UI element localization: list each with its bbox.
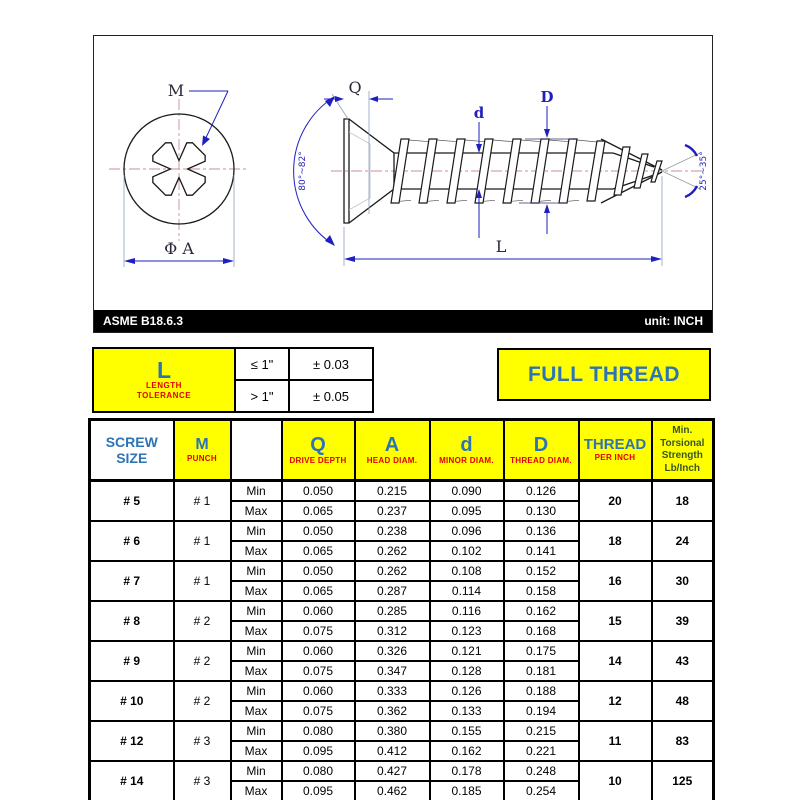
cell-q-min: 0.050	[282, 481, 355, 502]
screw-drawing	[94, 36, 709, 309]
cell-a-max: 0.312	[355, 621, 430, 641]
centerlines	[109, 99, 703, 241]
cell-D-min: 0.215	[504, 721, 579, 741]
cell-q-min: 0.080	[282, 721, 355, 741]
cell-D-min: 0.152	[504, 561, 579, 581]
cell-minmax: Min	[231, 761, 282, 781]
cell-D-min: 0.162	[504, 601, 579, 621]
cell-minmax: Max	[231, 541, 282, 561]
cell-a-max: 0.362	[355, 701, 430, 721]
tolerance-title-line1: LENGTH	[146, 381, 182, 390]
cell-q-max: 0.075	[282, 701, 355, 721]
spec-table	[88, 418, 715, 800]
dim-arrow	[651, 256, 662, 262]
cell-screw-size: # 9	[90, 641, 174, 681]
cell-D-max: 0.254	[504, 781, 579, 800]
cell-q-min: 0.060	[282, 601, 355, 621]
cell-q-min: 0.080	[282, 761, 355, 781]
cell-screw-size: # 12	[90, 721, 174, 761]
head-angle-label: 80°~82°	[298, 151, 308, 191]
cell-d-min: 0.090	[430, 481, 504, 502]
cell-a-min: 0.326	[355, 641, 430, 661]
dim-arrow	[476, 144, 482, 153]
cell-a-max: 0.287	[355, 581, 430, 601]
cell-q-min: 0.050	[282, 521, 355, 541]
cell-a-max: 0.347	[355, 661, 430, 681]
table-row	[90, 561, 714, 581]
tolerance-condition: ≤ 1"	[235, 348, 289, 380]
cell-strength: 43	[652, 641, 714, 681]
cell-thread-per-inch: 15	[579, 601, 652, 641]
technical-drawing-panel	[93, 35, 713, 333]
cell-d-max: 0.128	[430, 661, 504, 681]
table-row	[90, 761, 714, 781]
cell-screw-size: # 7	[90, 561, 174, 601]
cell-screw-size: # 14	[90, 761, 174, 800]
cell-minmax: Max	[231, 501, 282, 521]
tolerance-condition: > 1"	[235, 380, 289, 412]
cell-punch: # 2	[174, 641, 231, 681]
cell-a-min: 0.427	[355, 761, 430, 781]
header-head-diam: A HEAD DIAM.	[355, 420, 430, 481]
header-row	[90, 420, 714, 481]
cell-q-min: 0.060	[282, 641, 355, 661]
dim-arrow	[124, 258, 135, 264]
cell-a-min: 0.262	[355, 561, 430, 581]
drive-depth-label: Q	[348, 78, 362, 97]
cell-punch: # 3	[174, 761, 231, 800]
tolerance-value: ± 0.03	[289, 348, 373, 380]
minor-diameter-label: d	[473, 104, 485, 122]
drawing-title-bar	[94, 310, 712, 332]
table-row	[90, 601, 714, 621]
header-minor-diam: d MINOR DIAM.	[430, 420, 504, 481]
tolerance-symbol: L	[156, 357, 172, 383]
cell-minmax: Min	[231, 721, 282, 741]
cell-strength: 48	[652, 681, 714, 721]
m-leader-arrow	[202, 136, 210, 147]
cell-q-min: 0.060	[282, 681, 355, 701]
cell-minmax: Max	[231, 741, 282, 761]
cell-d-max: 0.095	[430, 501, 504, 521]
head-diameter-label: Φ A	[164, 239, 194, 258]
cell-punch: # 1	[174, 561, 231, 601]
tip-angle-leg	[662, 153, 700, 171]
arc-arrow	[325, 96, 335, 107]
cell-strength: 24	[652, 521, 714, 561]
cell-D-max: 0.141	[504, 541, 579, 561]
m-leader-line	[204, 91, 228, 142]
cell-punch: # 1	[174, 481, 231, 522]
cell-d-min: 0.096	[430, 521, 504, 541]
cell-d-max: 0.114	[430, 581, 504, 601]
table-row	[90, 521, 714, 541]
punch-mark-label: M	[167, 81, 185, 100]
cell-a-min: 0.238	[355, 521, 430, 541]
cell-d-min: 0.121	[430, 641, 504, 661]
cell-strength: 30	[652, 561, 714, 601]
cell-D-min: 0.126	[504, 481, 579, 502]
dim-arrow	[544, 129, 550, 138]
cell-q-max: 0.065	[282, 581, 355, 601]
table-row	[90, 481, 714, 502]
cell-D-max: 0.158	[504, 581, 579, 601]
cell-D-min: 0.175	[504, 641, 579, 661]
cell-q-max: 0.065	[282, 501, 355, 521]
full-thread-banner: FULL THREAD	[497, 348, 711, 401]
header-torsional-strength: Min. Torsional Strength Lb/Inch	[652, 420, 714, 481]
cell-minmax: Min	[231, 481, 282, 502]
cell-screw-size: # 5	[90, 481, 174, 522]
cell-a-min: 0.215	[355, 481, 430, 502]
dim-arrow	[544, 204, 550, 213]
length-label: L	[495, 237, 507, 256]
cell-minmax: Max	[231, 781, 282, 800]
cell-a-min: 0.333	[355, 681, 430, 701]
cell-q-max: 0.095	[282, 741, 355, 761]
cell-d-min: 0.155	[430, 721, 504, 741]
table-row	[90, 641, 714, 661]
tip-angle-arc	[685, 186, 697, 197]
header-punch: M PUNCH	[174, 420, 231, 481]
header-minmax-empty	[231, 420, 282, 481]
cell-a-min: 0.285	[355, 601, 430, 621]
cell-a-max: 0.462	[355, 781, 430, 800]
cell-D-max: 0.221	[504, 741, 579, 761]
point-angle-label: 25°~35°	[699, 151, 709, 191]
cell-strength: 39	[652, 601, 714, 641]
cell-thread-per-inch: 12	[579, 681, 652, 721]
header-drive-depth: Q DRIVE DEPTH	[282, 420, 355, 481]
cell-d-max: 0.102	[430, 541, 504, 561]
cell-D-min: 0.248	[504, 761, 579, 781]
cell-q-min: 0.050	[282, 561, 355, 581]
tolerance-title-line2: TOLERANCE	[136, 391, 192, 400]
dim-arrow	[223, 258, 234, 264]
cell-D-min: 0.188	[504, 681, 579, 701]
cell-d-max: 0.123	[430, 621, 504, 641]
cell-q-max: 0.095	[282, 781, 355, 800]
cell-D-max: 0.130	[504, 501, 579, 521]
arc-arrow	[325, 235, 335, 246]
thread-diameter-label: D	[540, 88, 554, 106]
length-tolerance-box	[92, 347, 374, 413]
cell-minmax: Min	[231, 521, 282, 541]
tip-angle-arc	[685, 145, 697, 156]
cell-minmax: Min	[231, 641, 282, 661]
cell-thread-per-inch: 11	[579, 721, 652, 761]
unit-label: unit: INCH	[644, 314, 703, 328]
cell-d-max: 0.133	[430, 701, 504, 721]
cell-thread-per-inch: 16	[579, 561, 652, 601]
cell-thread-per-inch: 14	[579, 641, 652, 681]
cell-D-max: 0.168	[504, 621, 579, 641]
cell-minmax: Min	[231, 601, 282, 621]
cell-d-min: 0.178	[430, 761, 504, 781]
cell-minmax: Max	[231, 581, 282, 601]
dim-arrow	[344, 256, 355, 262]
cell-q-max: 0.075	[282, 661, 355, 681]
cell-d-min: 0.108	[430, 561, 504, 581]
table-row	[90, 681, 714, 701]
table-row	[90, 721, 714, 741]
cell-minmax: Max	[231, 661, 282, 681]
cell-d-max: 0.185	[430, 781, 504, 800]
header-thread-per-inch: THREAD PER INCH	[579, 420, 652, 481]
cell-a-max: 0.412	[355, 741, 430, 761]
cell-D-min: 0.136	[504, 521, 579, 541]
cell-screw-size: # 8	[90, 601, 174, 641]
cell-punch: # 2	[174, 601, 231, 641]
tip-outline	[601, 139, 662, 170]
tolerance-value: ± 0.05	[289, 380, 373, 412]
cell-d-min: 0.116	[430, 601, 504, 621]
cell-screw-size: # 6	[90, 521, 174, 561]
cell-thread-per-inch: 18	[579, 521, 652, 561]
dim-arrow	[369, 96, 378, 102]
cell-minmax: Min	[231, 561, 282, 581]
cell-punch: # 1	[174, 521, 231, 561]
cell-punch: # 3	[174, 721, 231, 761]
cell-strength: 125	[652, 761, 714, 800]
cell-minmax: Min	[231, 681, 282, 701]
cell-thread-per-inch: 20	[579, 481, 652, 522]
cell-thread-per-inch: 10	[579, 761, 652, 800]
cell-q-max: 0.075	[282, 621, 355, 641]
cell-minmax: Max	[231, 701, 282, 721]
cell-D-max: 0.194	[504, 701, 579, 721]
cell-D-max: 0.181	[504, 661, 579, 681]
cell-screw-size: # 10	[90, 681, 174, 721]
cell-strength: 83	[652, 721, 714, 761]
header-screw-size: SCREW SIZE	[90, 420, 174, 481]
cell-a-max: 0.262	[355, 541, 430, 561]
cell-d-min: 0.126	[430, 681, 504, 701]
cell-minmax: Max	[231, 621, 282, 641]
cell-q-max: 0.065	[282, 541, 355, 561]
standard-label: ASME B18.6.3	[103, 314, 184, 328]
header-thread-diam: D THREAD DIAM.	[504, 420, 579, 481]
tolerance-title-cell	[93, 348, 235, 412]
tip-angle-leg	[662, 171, 700, 189]
cell-d-max: 0.162	[430, 741, 504, 761]
dim-arrow	[335, 96, 344, 102]
cell-a-max: 0.237	[355, 501, 430, 521]
cell-strength: 18	[652, 481, 714, 522]
cell-a-min: 0.380	[355, 721, 430, 741]
cell-punch: # 2	[174, 681, 231, 721]
